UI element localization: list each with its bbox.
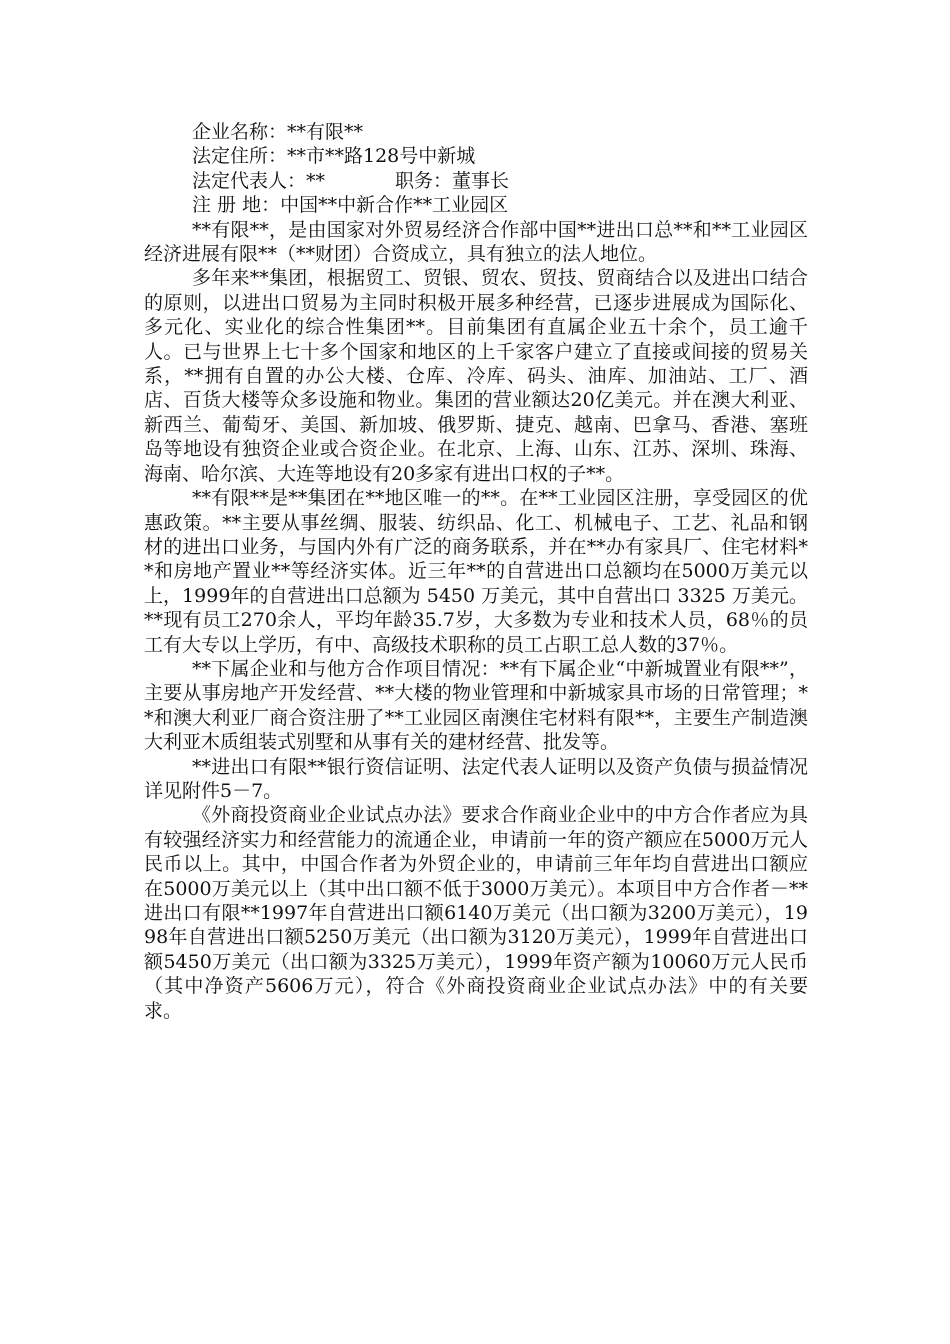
registration-line: 注 册 地：中国**中新合作**工业园区 [192,194,509,217]
position-text: 职务：董事长 [395,169,510,192]
legal-rep-line [144,169,808,193]
paragraph-company-intro: **有限**，是由国家对外贸易经济合作部中国**进出口总**和**工业园区经济进展有限**（**财团）合资成立，具有独立的法人地位。 [144,218,808,266]
company-name-line: 企业名称：**有限** [192,121,364,143]
paragraph-requirements: 《外商投资商业企业试点办法》要求合作商业企业中的中方合作者应为具有较强经济实力和经营能力的流通企业，申请前一年的资产额应在5000万元人民币以上。其中，中国合作者为外贸企业的，申请前三年年均自营进出口额应在5000万美元以上（其中出口额不低于3000万美元）。本项目中方合作者－**进出口有限**1997年自营进出口额6140万美元（出口额为3200万美元），1998年自营进出口额5250万美元（出口额为3120万美元），1999年自营进出口额5450万美元（出口额为3325万美元），1999年资产额为10060万元人民币（其中净资产5606万元），符合《外商投资商业企业试点办法》中的有关要求。 [144,804,808,1022]
paragraph-company-business: **有限**是**集团在**地区唯一的**。在**工业园区注册，享受园区的优惠政策。**主要从事丝绸、服装、纺织品、化工、机械电子、工艺、礼品和钢材的进出口业务，与国内外有广泛的商务联系，并在**办有家具厂、住宅材料**和房地产置业**等经济实体。近三年**的自营进出口总额均在5000万美元以上，1999年的自营进出口总额为 5450 万美元，其中自营出口 3325 万美元。**现有员工270余人，平均年龄35.7岁，大多数为专业和技术人员，68％的员工有大专以上学历，有中、高级技术职称的员工占职工总人数的37％。 [144,487,808,656]
paragraph-group-overview: 多年来**集团，根据贸工、贸银、贸农、贸技、贸商结合以及进出口结合的原则，以进出口贸易为主同时积极开展多种经营，已逐步进展成为国际化、多元化、实业化的综合性集团**。目前集团有直属企业五十余个，员工逾千人。已与世界上七十多个国家和地区的上千家客户建立了直接或间接的贸易关系，**拥有自置的办公大楼、仓库、冷库、码头、油库、加油站、工厂、酒店、百货大楼等众多设施和物业。集团的营业额达20亿美元。并在澳大利亚、新西兰、葡萄牙、美国、新加坡、俄罗斯、捷克、越南、巴拿马、香港、塞班岛等地设有独资企业或合资企业。在北京、上海、山东、江苏、深圳、珠海、海南、哈尔滨、大连等地设有20多家有进出口权的子**。 [144,267,808,485]
legal-rep-text: 法定代表人：** [192,169,326,192]
paragraph-subsidiaries: **下属企业和与他方合作项目情况：**有下属企业“中新城置业有限**”，主要从事房地产开发经营、**大楼的物业管理和中新城家具市场的日常管理；**和澳大利亚厂商合资注册了**工业园区南澳住宅材料有限**，主要生产制造澳大利亚木质组装式别墅和从事有关的建材经营、批发等。 [144,657,808,754]
legal-address-line: 法定住所：**市**路128号中新城 [192,145,476,168]
document-page [144,120,808,1023]
paragraph-attachments: **进出口有限**银行资信证明、法定代表人证明以及资产负债与损益情况详见附件5－7。 [144,755,808,802]
